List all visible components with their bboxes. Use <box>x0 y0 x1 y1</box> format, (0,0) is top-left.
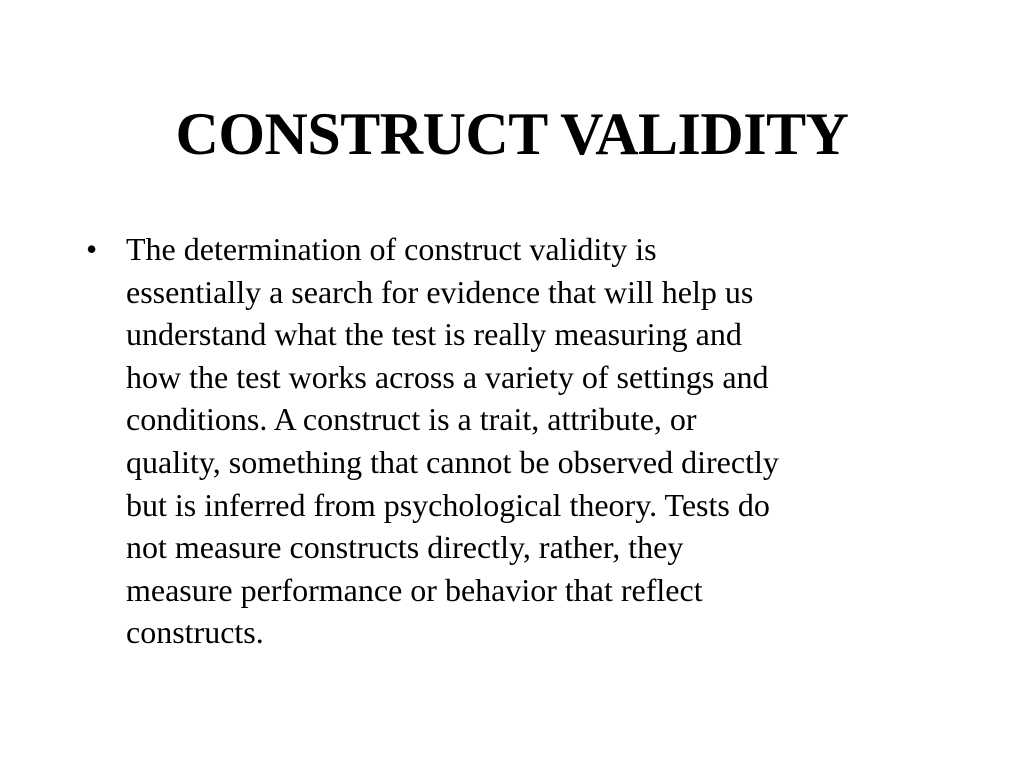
bullet-text <box>126 228 946 654</box>
bullet-text-line: not measure constructs directly, rather, they <box>126 529 684 566</box>
bullet-marker: • <box>86 231 98 267</box>
bullet-item <box>86 228 946 654</box>
bullet-text-line: The determination of construct validity is <box>126 231 657 267</box>
bullet-text-line: how the test works across a variety of settings and <box>126 358 769 395</box>
bullet-text-line: understand what the test is really measuring and <box>126 316 742 353</box>
bullet-text-line: measure performance or behavior that reflect <box>126 571 703 608</box>
bullet-text-line: quality, something that cannot be observed directly <box>126 443 779 480</box>
bullet-text-line: but is inferred from psychological theory. Tests do <box>126 486 770 523</box>
bullet-text-line: constructs. <box>126 614 264 651</box>
bullet-text-line: conditions. A construct is a trait, attribute, or <box>126 401 697 438</box>
bullet-text-line: essentially a search for evidence that will help us <box>126 273 754 310</box>
slide-title: CONSTRUCT VALIDITY <box>175 101 849 167</box>
bullet-list <box>86 228 946 654</box>
